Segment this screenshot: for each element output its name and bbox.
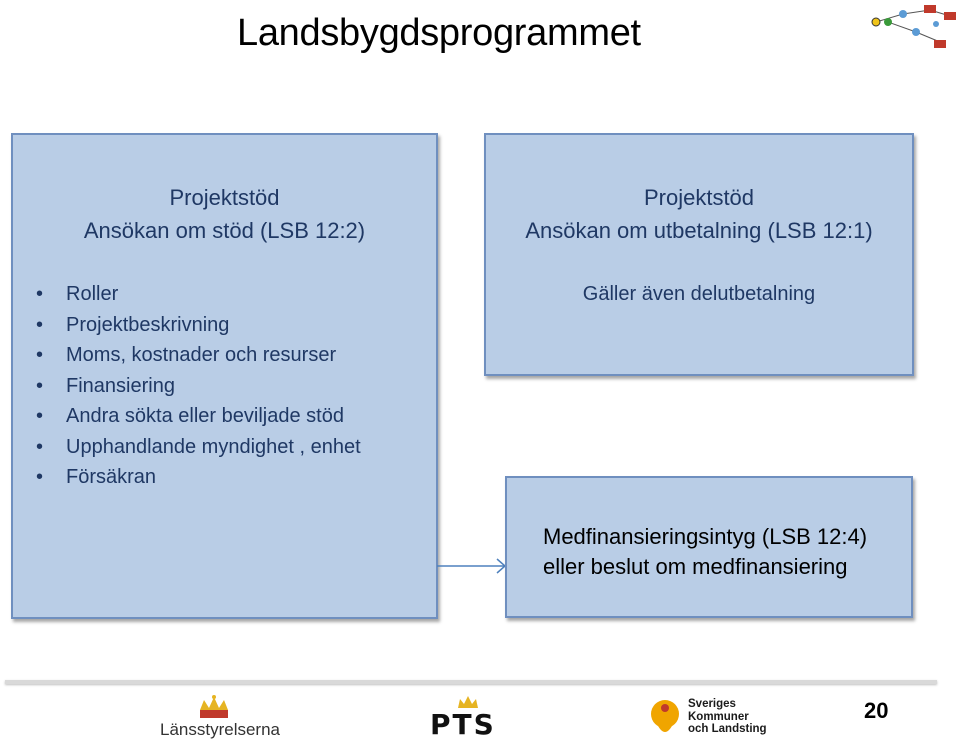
list-item: • Finansiering xyxy=(34,371,426,402)
bullet-icon: • xyxy=(36,374,44,397)
skl-emblem-icon xyxy=(648,696,682,740)
application-box xyxy=(11,133,438,619)
bullet-icon: • xyxy=(36,435,44,458)
bullet-icon: • xyxy=(36,313,44,336)
list-item: • Upphandlande myndighet , enhet xyxy=(34,432,366,463)
arrow-right-icon xyxy=(437,556,509,576)
cofinancing-text xyxy=(543,522,867,582)
list-item: • Försäkran xyxy=(34,462,426,493)
page-number: 20 xyxy=(864,698,889,723)
application-heading-line2: Ansökan om stöd (LSB 12:2) xyxy=(83,218,366,243)
application-heading-line1: Projektstöd xyxy=(169,185,280,210)
pts-logo-text: PTS xyxy=(430,708,496,741)
application-heading xyxy=(13,181,436,247)
payment-heading xyxy=(486,181,912,247)
lansstyrelserna-logo-text: Länsstyrelserna xyxy=(160,720,281,739)
cofinancing-line1: Medfinansieringsintyg (LSB 12:4) xyxy=(543,524,868,549)
cofinancing-line2: eller beslut om medfinansiering xyxy=(543,554,848,579)
application-bullet-list xyxy=(34,279,426,493)
list-item: • Andra sökta eller beviljade stöd xyxy=(34,401,426,432)
skl-logo-text: Sveriges Kommuner och Landsting xyxy=(688,698,767,735)
list-item: • Roller xyxy=(34,279,426,310)
cofinancing-certificate-box xyxy=(505,476,913,618)
crown-icon xyxy=(194,694,234,720)
footer-divider xyxy=(5,680,937,684)
bullet-icon: • xyxy=(36,283,44,305)
list-item: • Moms, kostnader och resurser xyxy=(34,340,426,371)
pts-logo xyxy=(428,694,508,742)
payment-note: Gäller även delutbetalning xyxy=(582,283,816,305)
slide-title: Landsbygdsprogrammet xyxy=(237,12,641,54)
skl-logo xyxy=(648,696,768,742)
network-map-icon xyxy=(868,2,958,52)
bullet-icon: • xyxy=(36,466,44,488)
lansstyrelserna-logo xyxy=(160,694,281,742)
payment-heading-line1: Projektstöd xyxy=(643,185,755,210)
bullet-icon: • xyxy=(36,405,44,427)
list-item: • Projektbeskrivning xyxy=(34,310,426,341)
payment-request-box xyxy=(484,133,914,376)
bullet-icon: • xyxy=(36,344,44,366)
payment-heading-line2: Ansökan om utbetalning (LSB 12:1) xyxy=(525,218,873,243)
